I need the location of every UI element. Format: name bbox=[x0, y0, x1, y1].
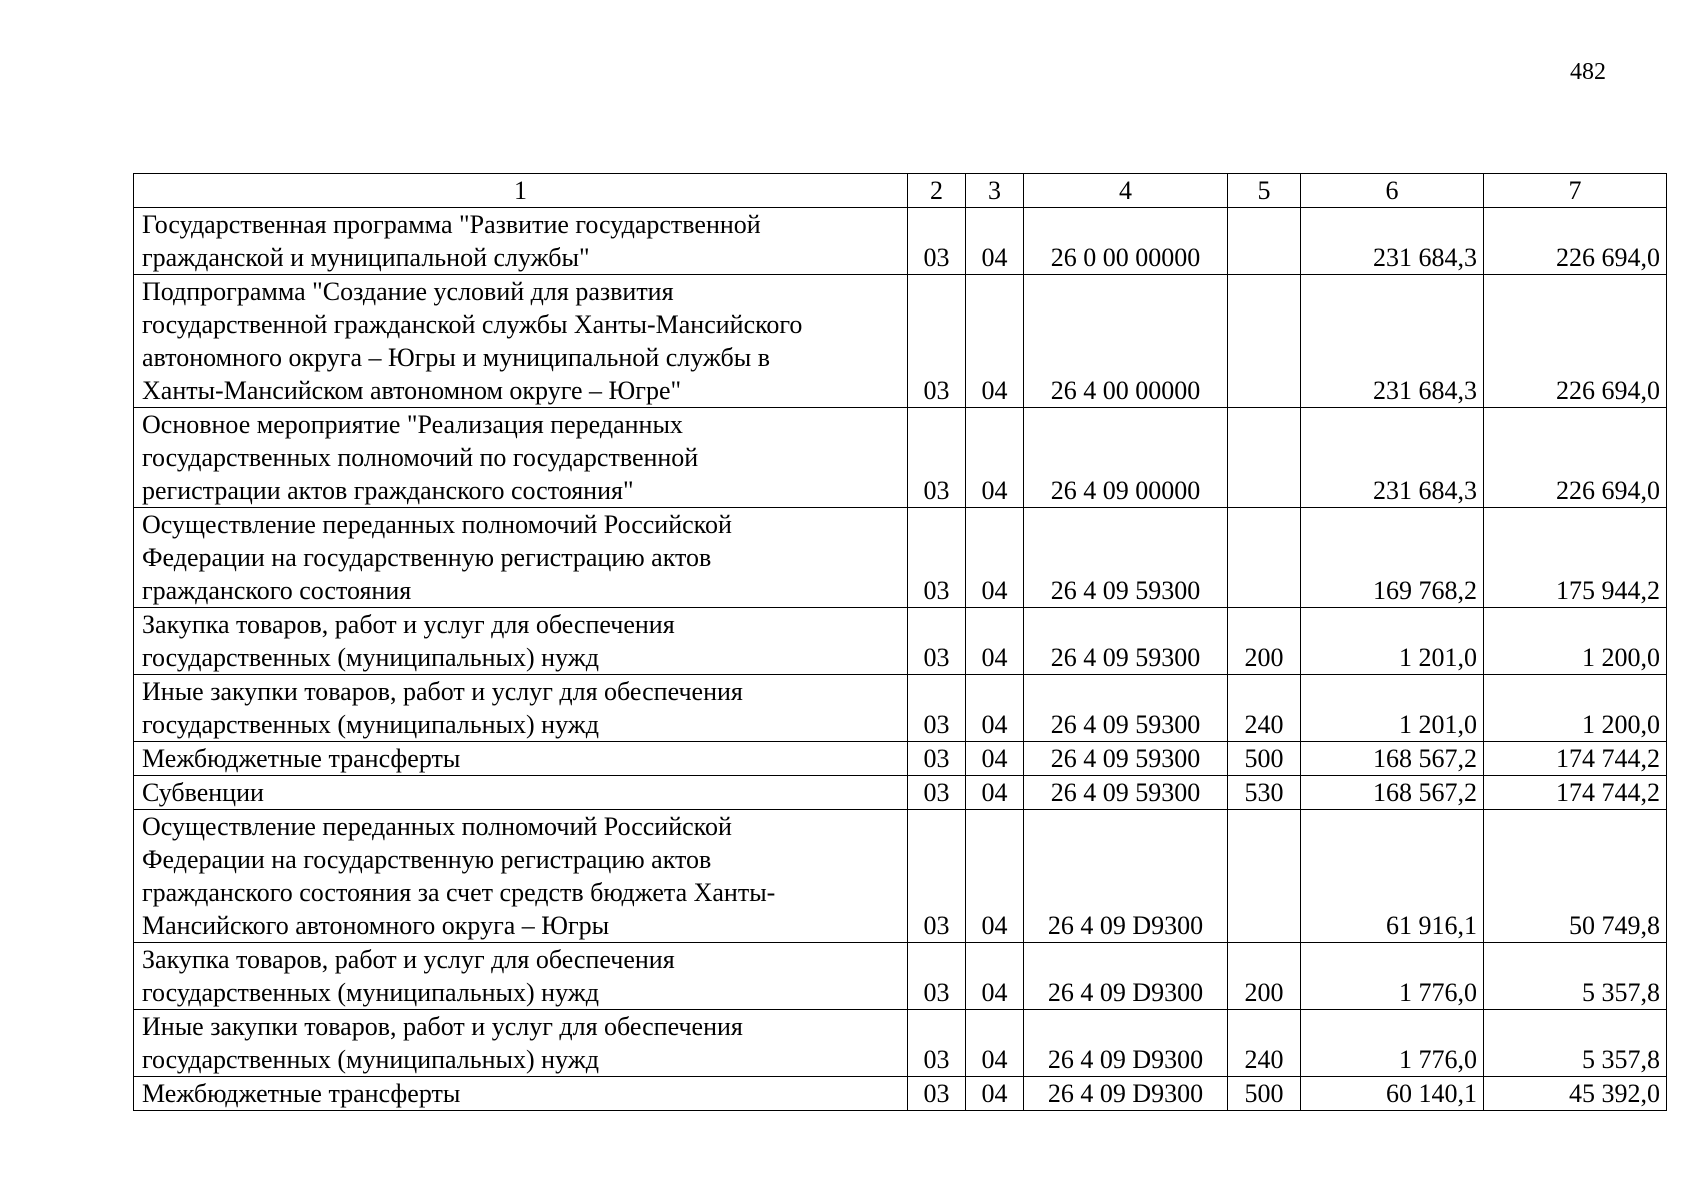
amount-col6-cell: 1 776,0 bbox=[1301, 943, 1484, 1010]
subsection-code-cell: 04 bbox=[966, 1010, 1024, 1077]
target-article-cell: 26 4 09 59300 bbox=[1024, 508, 1228, 608]
amount-col6-cell: 61 916,1 bbox=[1301, 810, 1484, 943]
amount-col6-cell: 1 776,0 bbox=[1301, 1010, 1484, 1077]
header-col-1: 1 bbox=[134, 174, 908, 208]
amount-col6-cell: 169 768,2 bbox=[1301, 508, 1484, 608]
subsection-code-cell: 04 bbox=[966, 943, 1024, 1010]
amount-col6-cell: 231 684,3 bbox=[1301, 208, 1484, 275]
header-col-6: 6 bbox=[1301, 174, 1484, 208]
expense-type-cell: 240 bbox=[1228, 675, 1301, 742]
item-name-line: государственных (муниципальных) нужд bbox=[142, 643, 599, 672]
amount-col7-cell: 1 200,0 bbox=[1484, 675, 1667, 742]
amount-col6-cell: 168 567,2 bbox=[1301, 776, 1484, 810]
target-article-cell: 26 4 09 59300 bbox=[1024, 742, 1228, 776]
subsection-code-cell: 04 bbox=[966, 776, 1024, 810]
table-row bbox=[134, 408, 1667, 508]
expense-type-cell bbox=[1228, 408, 1301, 508]
item-name-cell bbox=[134, 675, 908, 742]
subsection-code-cell: 04 bbox=[966, 810, 1024, 943]
item-name-cell bbox=[134, 408, 908, 508]
item-name-cell bbox=[134, 943, 908, 1010]
header-col-5: 5 bbox=[1228, 174, 1301, 208]
item-name-line: государственных полномочий по государственной bbox=[142, 443, 699, 472]
item-name-line: Закупка товаров, работ и услуг для обеспечения bbox=[142, 945, 675, 974]
item-name-line: Иные закупки товаров, работ и услуг для обеспечения bbox=[142, 1012, 743, 1041]
item-name-line: Межбюджетные трансферты bbox=[142, 1079, 461, 1108]
item-name-line: гражданской и муниципальной службы" bbox=[142, 243, 590, 272]
item-name-line: Субвенции bbox=[142, 778, 264, 807]
section-code-cell: 03 bbox=[908, 608, 966, 675]
target-article-cell: 26 4 09 D9300 bbox=[1024, 943, 1228, 1010]
section-code-cell: 03 bbox=[908, 508, 966, 608]
table-row bbox=[134, 608, 1667, 675]
table-row bbox=[134, 943, 1667, 1010]
amount-col7-cell: 226 694,0 bbox=[1484, 275, 1667, 408]
section-code-cell: 03 bbox=[908, 1077, 966, 1111]
item-name-cell bbox=[134, 275, 908, 408]
budget-table bbox=[133, 173, 1667, 1111]
amount-col7-cell: 50 749,8 bbox=[1484, 810, 1667, 943]
item-name-line: Основное мероприятие "Реализация переданных bbox=[142, 410, 683, 439]
section-code-cell: 03 bbox=[908, 742, 966, 776]
header-col-2: 2 bbox=[908, 174, 966, 208]
subsection-code-cell: 04 bbox=[966, 742, 1024, 776]
item-name-line: регистрации актов гражданского состояния" bbox=[142, 476, 634, 505]
item-name-line: Федерации на государственную регистрацию актов bbox=[142, 543, 712, 572]
section-code-cell: 03 bbox=[908, 810, 966, 943]
amount-col6-cell: 1 201,0 bbox=[1301, 675, 1484, 742]
expense-type-cell bbox=[1228, 275, 1301, 408]
subsection-code-cell: 04 bbox=[966, 208, 1024, 275]
item-name-line: Ханты-Мансийском автономном округе – Югре" bbox=[142, 376, 682, 405]
amount-col6-cell: 60 140,1 bbox=[1301, 1077, 1484, 1111]
table-row bbox=[134, 208, 1667, 275]
header-col-7: 7 bbox=[1484, 174, 1667, 208]
target-article-cell: 26 4 00 00000 bbox=[1024, 275, 1228, 408]
item-name-cell bbox=[134, 608, 908, 675]
header-col-3: 3 bbox=[966, 174, 1024, 208]
item-name-cell bbox=[134, 508, 908, 608]
item-name-line: Подпрограмма "Создание условий для развития bbox=[142, 277, 674, 306]
section-code-cell: 03 bbox=[908, 208, 966, 275]
expense-type-cell: 240 bbox=[1228, 1010, 1301, 1077]
item-name-line: Осуществление переданных полномочий Российской bbox=[142, 812, 732, 841]
item-name-line: Межбюджетные трансферты bbox=[142, 744, 461, 773]
target-article-cell: 26 4 09 D9300 bbox=[1024, 1010, 1228, 1077]
expense-type-cell: 200 bbox=[1228, 608, 1301, 675]
item-name-line: государственных (муниципальных) нужд bbox=[142, 978, 599, 1007]
amount-col7-cell: 5 357,8 bbox=[1484, 1010, 1667, 1077]
expense-type-cell bbox=[1228, 208, 1301, 275]
target-article-cell: 26 4 09 59300 bbox=[1024, 776, 1228, 810]
subsection-code-cell: 04 bbox=[966, 608, 1024, 675]
item-name-line: Государственная программа "Развитие государственной bbox=[142, 210, 761, 239]
item-name-cell bbox=[134, 1010, 908, 1077]
expense-type-cell: 200 bbox=[1228, 943, 1301, 1010]
amount-col6-cell: 231 684,3 bbox=[1301, 275, 1484, 408]
expense-type-cell bbox=[1228, 508, 1301, 608]
section-code-cell: 03 bbox=[908, 776, 966, 810]
target-article-cell: 26 4 09 59300 bbox=[1024, 608, 1228, 675]
table-row bbox=[134, 1077, 1667, 1111]
amount-col7-cell: 226 694,0 bbox=[1484, 408, 1667, 508]
table-row bbox=[134, 742, 1667, 776]
subsection-code-cell: 04 bbox=[966, 508, 1024, 608]
item-name-cell bbox=[134, 208, 908, 275]
section-code-cell: 03 bbox=[908, 275, 966, 408]
page-number: 482 bbox=[1570, 59, 1606, 85]
item-name-line: Федерации на государственную регистрацию актов bbox=[142, 845, 712, 874]
item-name-cell bbox=[134, 742, 908, 776]
amount-col7-cell: 5 357,8 bbox=[1484, 943, 1667, 1010]
section-code-cell: 03 bbox=[908, 408, 966, 508]
subsection-code-cell: 04 bbox=[966, 675, 1024, 742]
amount-col6-cell: 231 684,3 bbox=[1301, 408, 1484, 508]
table-body bbox=[134, 174, 1667, 1111]
table-row bbox=[134, 675, 1667, 742]
section-code-cell: 03 bbox=[908, 1010, 966, 1077]
item-name-line: гражданского состояния bbox=[142, 576, 412, 605]
table-row bbox=[134, 776, 1667, 810]
item-name-line: государственных (муниципальных) нужд bbox=[142, 1045, 599, 1074]
expense-type-cell: 500 bbox=[1228, 742, 1301, 776]
amount-col6-cell: 168 567,2 bbox=[1301, 742, 1484, 776]
expense-type-cell: 530 bbox=[1228, 776, 1301, 810]
amount-col6-cell: 1 201,0 bbox=[1301, 608, 1484, 675]
amount-col7-cell: 174 744,2 bbox=[1484, 776, 1667, 810]
subsection-code-cell: 04 bbox=[966, 1077, 1024, 1111]
target-article-cell: 26 4 09 00000 bbox=[1024, 408, 1228, 508]
subsection-code-cell: 04 bbox=[966, 275, 1024, 408]
section-code-cell: 03 bbox=[908, 675, 966, 742]
item-name-line: государственной гражданской службы Ханты-Мансийского bbox=[142, 310, 803, 339]
item-name-line: Иные закупки товаров, работ и услуг для обеспечения bbox=[142, 677, 743, 706]
amount-col7-cell: 45 392,0 bbox=[1484, 1077, 1667, 1111]
subsection-code-cell: 04 bbox=[966, 408, 1024, 508]
item-name-cell bbox=[134, 810, 908, 943]
item-name-cell bbox=[134, 776, 908, 810]
item-name-line: Мансийского автономного округа – Югры bbox=[142, 911, 610, 940]
target-article-cell: 26 4 09 59300 bbox=[1024, 675, 1228, 742]
amount-col7-cell: 175 944,2 bbox=[1484, 508, 1667, 608]
item-name-line: автономного округа – Югры и муниципальной службы в bbox=[142, 343, 770, 372]
item-name-cell bbox=[134, 1077, 908, 1111]
table-row bbox=[134, 1010, 1667, 1077]
target-article-cell: 26 4 09 D9300 bbox=[1024, 810, 1228, 943]
table-row bbox=[134, 810, 1667, 943]
expense-type-cell: 500 bbox=[1228, 1077, 1301, 1111]
amount-col7-cell: 1 200,0 bbox=[1484, 608, 1667, 675]
target-article-cell: 26 0 00 00000 bbox=[1024, 208, 1228, 275]
amount-col7-cell: 226 694,0 bbox=[1484, 208, 1667, 275]
header-row bbox=[134, 174, 1667, 208]
item-name-line: Осуществление переданных полномочий Российской bbox=[142, 510, 732, 539]
item-name-line: гражданского состояния за счет средств бюджета Ханты- bbox=[142, 878, 776, 907]
table-row bbox=[134, 508, 1667, 608]
table-row bbox=[134, 275, 1667, 408]
header-col-4: 4 bbox=[1024, 174, 1228, 208]
section-code-cell: 03 bbox=[908, 943, 966, 1010]
item-name-line: государственных (муниципальных) нужд bbox=[142, 710, 599, 739]
item-name-line: Закупка товаров, работ и услуг для обеспечения bbox=[142, 610, 675, 639]
expense-type-cell bbox=[1228, 810, 1301, 943]
target-article-cell: 26 4 09 D9300 bbox=[1024, 1077, 1228, 1111]
amount-col7-cell: 174 744,2 bbox=[1484, 742, 1667, 776]
